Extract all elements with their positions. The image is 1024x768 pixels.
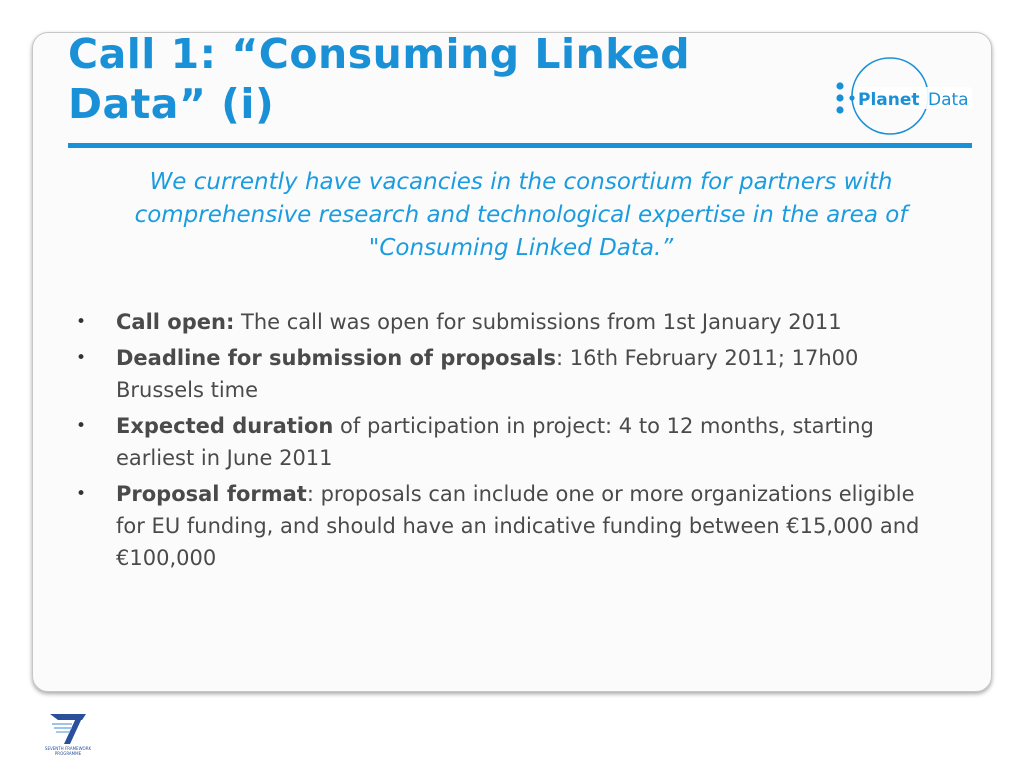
bullet-marker: •: [76, 416, 87, 436]
bullet-label: Call open:: [116, 310, 235, 334]
planet-data-logo: [828, 56, 974, 140]
bullet-call-open: [70, 306, 950, 338]
bullet-deadline: [70, 342, 950, 406]
bullet-expected-duration: [70, 410, 950, 474]
bullet-label: Deadline for submission of proposals: [116, 346, 556, 370]
logo-word-planet: Planet: [858, 90, 920, 110]
logo-dot-3: [836, 106, 843, 113]
bullet-label: Expected duration: [116, 414, 334, 438]
slide-title: Call 1: “Consuming Linked Data” (i): [68, 30, 691, 128]
logo-dot-1: [836, 82, 843, 89]
bullet-marker: •: [76, 312, 87, 332]
fp7-seven-stem: [64, 718, 82, 744]
intro-text: We currently have vacancies in the consortium for partners with comprehensive research and technological expertise in the area of "Consuming Linked Data.”: [134, 169, 908, 261]
logo-word-data: Data: [928, 90, 969, 110]
fp7-logo: [42, 708, 94, 756]
bullet-text: : proposals can include one or more organizations eligible for EU funding, and should have an indicative funding between €15,000 and €100,000: [116, 482, 920, 570]
logo-dot-2: [836, 94, 843, 101]
fp7-caption-line2: PROGRAMME: [54, 751, 82, 756]
bullet-marker: •: [76, 484, 87, 504]
bullet-label: Proposal format: [116, 482, 307, 506]
fp7-caption-line1: SEVENTH FRAMEWORK: [44, 746, 92, 751]
bullet-text: The call was open for submissions from 1st January 2011: [234, 310, 842, 334]
title-divider: [68, 143, 972, 148]
bullet-list: [70, 306, 950, 578]
bullet-text: : 16th February 2011; 17h00 Brussels time: [116, 346, 859, 402]
bullet-marker: •: [76, 348, 87, 368]
bullet-text: of participation in project: 4 to 12 months, starting earliest in June 2011: [116, 414, 874, 470]
bullet-proposal-format: [70, 478, 950, 574]
